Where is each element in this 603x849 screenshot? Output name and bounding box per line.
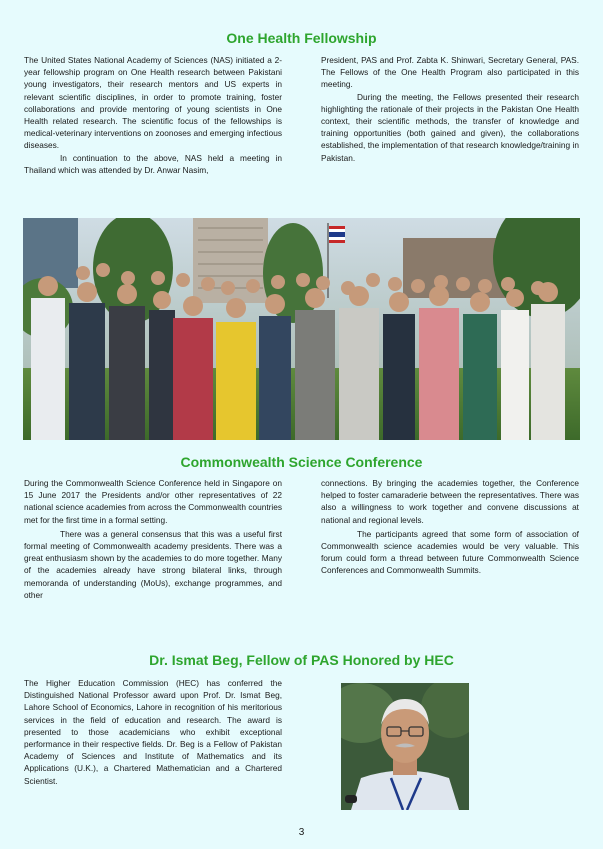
commonwealth-left-column xyxy=(24,477,282,601)
paragraph: President, PAS and Prof. Zabta K. Shinwari, Secretary General, PAS. The Fellows of the One Health Program also participated in this meeting. xyxy=(321,55,579,90)
paragraph: During the meeting, the Fellows presented their research highlighting the rationale of their projects in the Pakistan One Health context, their scientific methods, the transfer of knowledge and training opportunities (both gained and given), the collaborations established, the implementation of that research knowledge/training in Pakistan. xyxy=(321,91,579,163)
paragraph: connections. By bringing the academies together, the Conference helped to foster camaraderie between the representatives. There was also a willingness to work together and convene discussions at national and regional levels. xyxy=(321,478,579,525)
one-health-right-column xyxy=(321,54,579,164)
commonwealth-right-column xyxy=(321,477,579,577)
page-number: 3 xyxy=(298,827,305,838)
section-title-commonwealth: Commonwealth Science Conference xyxy=(180,454,423,470)
section-title-beg: Dr. Ismat Beg, Fellow of PAS Honored by HEC xyxy=(149,652,454,668)
paragraph: There was a general consensus that this was a useful first formal meeting of Commonwealth academy presidents. There was a great enthusiasm shown by the academies to do more together. Many of the academies already have strong bilateral links, through memoranda of understanding (MoUs), exchange programmes, and other xyxy=(24,528,282,600)
paragraph: During the Commonwealth Science Conference held in Singapore on 15 June 2017 the Presidents and/or other representatives of 22 national science academies from across the Commonwealth countries met for the first time in a formal setting. xyxy=(24,478,282,525)
paragraph: The Higher Education Commission (HEC) has conferred the Distinguished National Professor award upon Prof. Dr. Ismat Beg, Lahore School of Economics, Lahore in recognition of his meritorious services in the field of education and research. The award is presented to those academicians who exhibit exceptional performance in their respective fields. Dr. Beg is a Fellow of Pakistan Academy of Sciences and Institute of Mathematics and its Applications (U.K.), a Chartered Mathematician and a Chartered Scientist. xyxy=(24,678,282,786)
portrait-photo xyxy=(341,683,469,810)
paragraph: In continuation to the above, NAS held a meeting in Thailand which was attended by Dr. Anwar Nasim, xyxy=(24,152,282,175)
beg-column xyxy=(24,677,282,787)
group-photo xyxy=(23,218,580,440)
section-title-one-health: One Health Fellowship xyxy=(226,30,377,46)
paragraph: The participants agreed that some form of association of Commonwealth science academies would be very valuable. This forum could form a thread between future Commonwealth Science Conferences and Commonwealth Summits. xyxy=(321,528,579,576)
one-health-left-column xyxy=(24,54,282,176)
paragraph: The United States National Academy of Sciences (NAS) initiated a 2-year fellowship program on One Health research between Pakistani young investigators, their research mentors and US experts in relevant scientific disciplines, in order to promote training, foster collaborations and provide mentoring of young scientists in One Health related research. The scientific focus of the fellowships is medical-veterinary interventions on zoonoses and emerging infectious diseases. xyxy=(24,55,282,151)
